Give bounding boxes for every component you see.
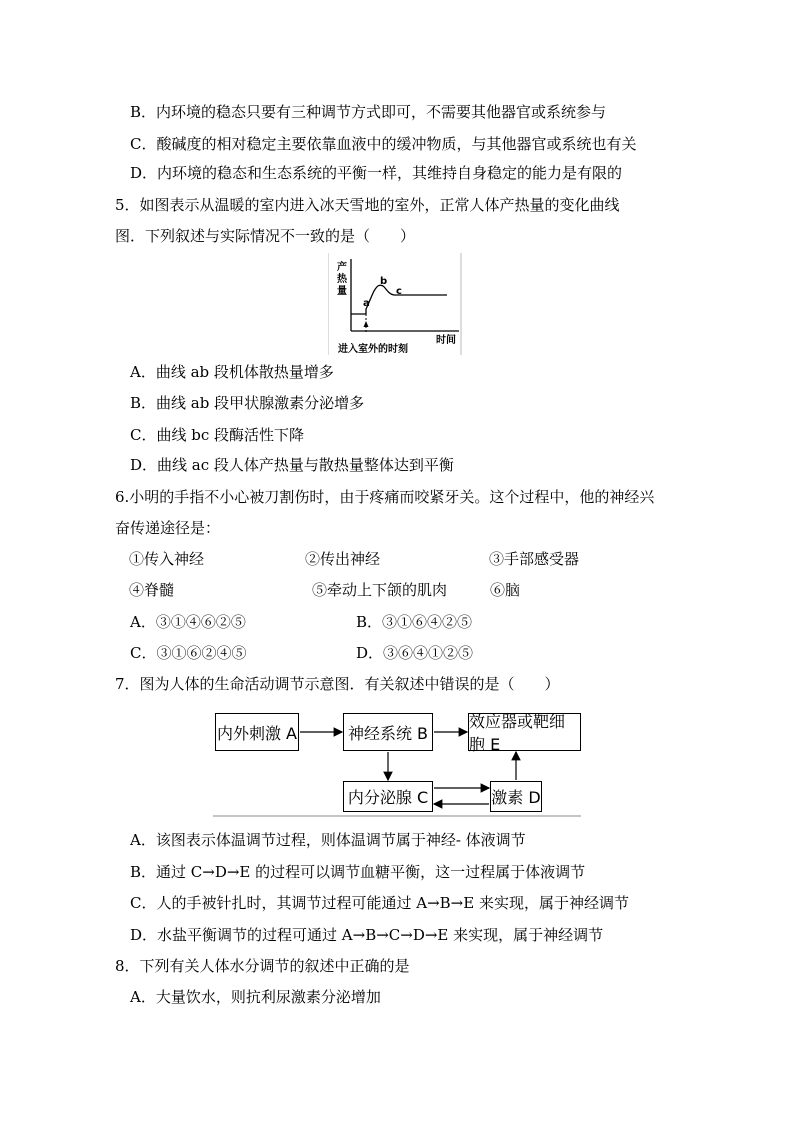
q6-item-3: ③手部感受器 — [489, 550, 580, 568]
heat-production-curve-figure — [328, 253, 462, 355]
q6-option-a: A．③①④⑥②⑤ — [130, 613, 246, 631]
box-hormone-d: 激素 D — [490, 781, 542, 812]
q5-option-c: C．曲线 bc 段酶活性下降 — [130, 426, 305, 444]
figure-point-a: a — [363, 298, 370, 309]
q6-option-d: D．③⑥④①②⑤ — [356, 644, 474, 662]
figure-ylabel-2: 热 — [337, 274, 347, 285]
box-endocrine-gland-c: 内分泌腺 C — [343, 781, 433, 812]
figure-point-b: b — [380, 276, 388, 287]
q6-stem-line-2: 奋传递途径是： — [115, 519, 221, 537]
q6-item-2: ②传出神经 — [305, 550, 381, 568]
q6-stem-line-1: 6.小明的手指不小心被刀割伤时，由于疼痛而咬紧牙关。这个过程中，他的神经兴 — [115, 488, 655, 506]
q6-option-c: C．③①⑥②④⑤ — [130, 644, 247, 662]
q6-item-6: ⑥脑 — [490, 581, 521, 599]
q5-option-a: A．曲线 ab 段机体散热量增多 — [130, 363, 334, 381]
q5-stem-line-1: 5．如图表示从温暖的室内进入冰天雪地的室外，正常人体产热量的变化曲线 — [115, 196, 620, 214]
q4-option-d: D．内环境的稳态和生态系统的平衡一样，其维持自身稳定的能力是有限的 — [130, 164, 623, 182]
q7-stem: 7．图为人体的生命活动调节示意图．有关叙述中错误的是（ ） — [115, 675, 560, 693]
figure-ylabel-3: 量 — [337, 286, 347, 297]
diagram-arrows — [213, 705, 581, 817]
figure-point-c: c — [396, 286, 402, 297]
figure-ylabel-1: 产 — [337, 262, 347, 273]
regulation-diagram — [213, 705, 581, 817]
q8-stem: 8．下列有关人体水分调节的叙述中正确的是 — [115, 957, 410, 975]
q5-stem-line-2: 图．下列叙述与实际情况不一致的是（ ） — [115, 227, 416, 245]
q4-option-c: C．酸碱度的相对稳定主要依靠血液中的缓冲物质，与其他器官或系统也有关 — [130, 135, 637, 153]
figure-xlabel: 时间 — [436, 335, 456, 346]
q7-option-a: A．该图表示体温调节过程，则体温调节属于神经- 体液调节 — [130, 831, 526, 849]
q7-option-d: D．水盐平衡调节的过程可通过 A→B→C→D→E 来实现，属于神经调节 — [130, 926, 604, 944]
q6-option-b: B．③①⑥④②⑤ — [356, 613, 473, 631]
box-stimulus-a: 内外刺激 A — [215, 713, 299, 751]
q8-option-a: A．大量饮水，则抗利尿激素分泌增加 — [130, 988, 381, 1006]
q7-option-c: C．人的手被针扎时，其调节过程可能通过 A→B→E 来实现，属于神经调节 — [130, 894, 629, 912]
q6-item-5: ⑤牵动上下颌的肌肉 — [312, 581, 448, 599]
q6-item-1: ①传入神经 — [129, 550, 205, 568]
q5-option-b: B．曲线 ab 段甲状腺激素分泌增多 — [130, 394, 365, 412]
q6-item-4: ④脊髓 — [129, 581, 175, 599]
figure-caption: 进入室外的时刻 — [338, 344, 408, 355]
q4-option-b: B．内环境的稳态只要有三种调节方式即可，不需要其他器官或系统参与 — [130, 103, 607, 121]
q5-option-d: D．曲线 ac 段人体产热量与散热量整体达到平衡 — [130, 456, 454, 474]
q7-option-b: B．通过 C→D→E 的过程可以调节血糖平衡，这一过程属于体液调节 — [130, 863, 586, 881]
box-nervous-system-b: 神经系统 B — [343, 713, 433, 751]
box-effector-e: 效应器或靶细胞 E — [468, 713, 581, 751]
